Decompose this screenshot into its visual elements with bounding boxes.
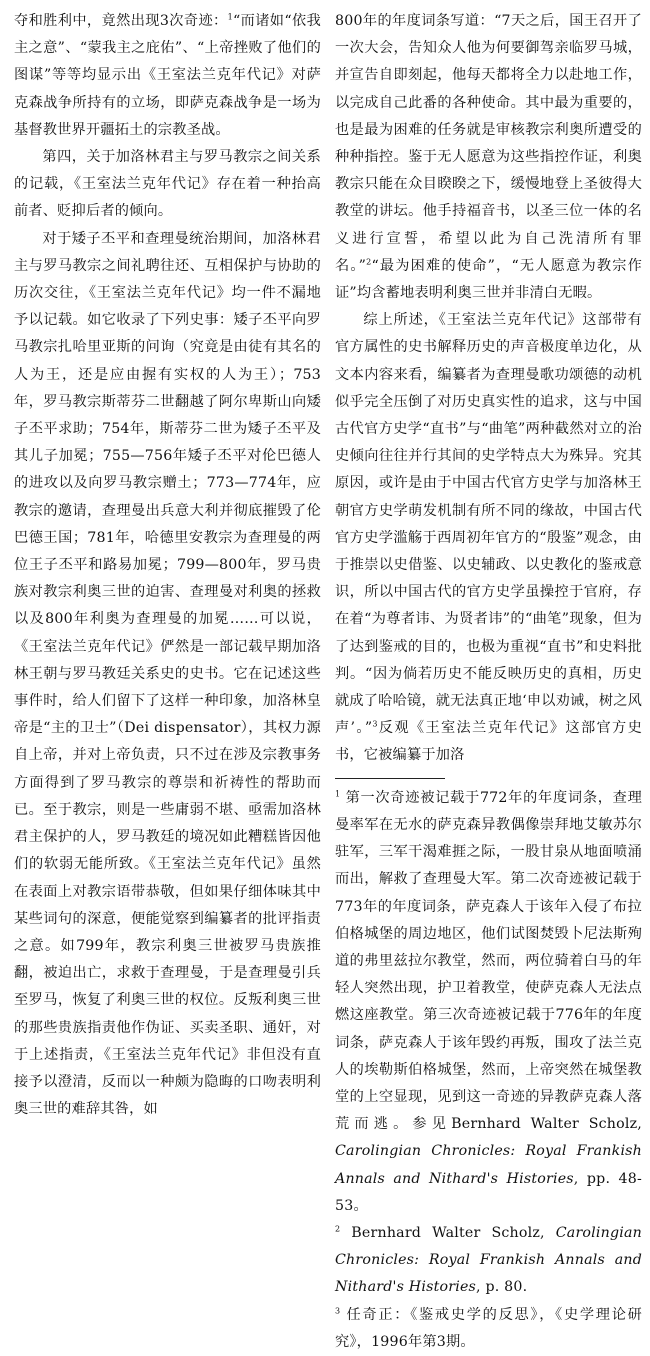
- paragraph-5: [335, 307, 642, 769]
- footnote-2: [335, 1220, 642, 1302]
- paragraph-text: 综上所述，《王室法兰克年代记》这部带有官方属性的史书解释历史的声音极度单边化，从文本内容来看，编纂者为查理曼歌功颂德的动机似乎完全压倒了对历史真实性的追求，这与中国古代官方史学“直书”与“曲笔”两种截然对立的治史倾向往往并行其间的史学特点大为殊异。究其原因，或许是由于中国古代官方史学与加洛林王朝官方史学萌发机制有所不同的缘故，中国古代官方史学滥觞于西周初年官方的“殷鉴”观念，由于推崇以史借鉴、以史辅政、以史教化的鉴戒意识，所以中国古代的官方史学虽操控于官府，存在着“为尊者讳、为贤者讳”的“曲笔”现象，但为了达到鉴戒的目的，也极为重视“直书”和史料批判。“因为倘若历史不能反映历史的真相，历史就成了哈哈镜，就无法真正地‘申以劝诫，树之风声’。”: [335, 312, 642, 737]
- right-column: [335, 8, 643, 1350]
- footnote-3: [335, 1302, 642, 1356]
- footnote-ref-1[interactable]: 1: [227, 12, 233, 22]
- footnote-ref-3[interactable]: 3: [372, 719, 378, 729]
- footnote-ref-2[interactable]: 2: [366, 257, 372, 267]
- paragraph-text-cont: 反观《王室法兰克年代记》这部官方史书，它被编纂于加洛: [335, 720, 642, 764]
- paragraph-text-cont: “最为困难的使命”，“无人愿意为教宗作证”均含蓄地表明利奥三世并非清白无暇。: [335, 257, 642, 302]
- footnote-1: [335, 785, 642, 1220]
- footnote-divider: [335, 778, 445, 779]
- paragraph-4: [335, 8, 642, 307]
- paragraph-text-cont: “而诸如“依我主之意”、“蒙我主之庇佑”、“上帝挫败了他们的图谋”等等均显示出《王室法兰克年代记》对萨克森战争所持有的立场，即萨克森战争是一场为基督教世界开疆拓土的宗教圣战。: [14, 13, 321, 138]
- paragraph-text: 800年的年度词条写道：“7天之后，国王召开了一次大会，告知众人他为何要御驾亲临罗马城，并宣告自即刻起，他每天都将全力以赴地工作，以完成自己此番的各种使命。其中最为重要的，也是最为困难的任务就是审核教宗利奥所遭受的种种指控。鉴于无人愿意为这些指控作证，利奥教宗只能在众目睽睽之下，缓慢地登上圣彼得大教堂的讲坛。他手持福音书，以圣三位一体的名义进行宣誓，希望以此为自己洗清所有罪名。”: [335, 13, 642, 274]
- paragraph-3: 对于矮子丕平和查理曼统治期间，加洛林君主与罗马教宗之间礼聘往还、互相保护与协助的历次交往，《王室法兰克年代记》均一件不漏地予以记载。如它收录了下列史事：矮子丕平向罗马教宗扎哈里亚斯的问询（究竟是由徒有其名的人为王，还是应由握有实权的人为王）；753年，罗马教宗斯蒂芬二世翻越了阿尔卑斯山向矮子丕平求助；754年，斯蒂芬二世为矮子丕平及其儿子加冕；755—756年矮子丕平对伦巴德人的进攻以及向罗马教宗赠土；773—774年，应教宗的邀请，查理曼出兵意大利并彻底摧毁了伦巴德王国；781年，哈德里安教宗为查理曼的两位王子丕平和路易加冕；799—800年，罗马贵族对教宗利奥三世的迫害、查理曼对利奥的拯救以及800年利奥为查理曼的加冕……可以说，《王室法兰克年代记》俨然是一部记载早期加洛林王朝与罗马教廷关系史的史书。它在记述这些事件时，给人们留下了这样一种印象，加洛林皇帝是“主的卫士”（Dei dispensator），其权力源自上帝，并对上帝负责，只不过在涉及宗教事务方面得到了罗马教宗的尊崇和祈祷性的帮助而已。至于教宗，则是一些庸弱不堪、亟需加洛林君主保护的人，罗马教廷的境况如此糟糕皆因他们的软弱无能所致。《王室法兰克年代记》虽然在表面上对教宗语带恭敬，但如果仔细体味其中某些词句的深意，便能觉察到编纂者的批评指责之意。如799年，教宗利奥三世被罗马贵族推翻，被迫出亡，求救于查理曼，于是查理曼引兵至罗马，恢复了利奥三世的权位。反叛利奥三世的那些贵族指责他作伪证、买卖圣职、通奸，对于上述指责，《王室法兰克年代记》非但没有直接予以澄清，反而以一种颇为隐晦的口吻表明利奥三世的难辞其咎，如: [14, 230, 321, 1118]
- footnotes: [335, 785, 642, 1356]
- paragraph-text: 夺和胜利中，竟然出现3次奇迹：: [14, 13, 228, 29]
- footnote-tail: , pp. 48-53。: [335, 1170, 642, 1214]
- footnote-tail: , p. 80.: [476, 1279, 528, 1296]
- footnote-number: 2: [335, 1224, 341, 1234]
- footnote-title: Carolingian Chronicles: Royal Frankish Annals and Nithard's Histories: [335, 1224, 642, 1296]
- footnote-title: Carolingian Chronicles: Royal Frankish Annals and Nithard's Histories: [335, 1143, 642, 1187]
- footnote-number: 3: [335, 1305, 341, 1315]
- footnote-text: 第一次奇迹被记载于772年的年度词条，查理曼率军在无水的萨克森异教偶像崇拜地艾敏苏尔驻军，三军干渴难捱之际，一股甘泉从地面喷涌而出，解救了查理曼大军。第二次奇迹被记载于773年的年度词条，萨克森人于该年入侵了布拉伯格城堡的周边地区，他们试图焚毁卜尼法斯殉道的弗里兹拉尔教堂，然而，两位骑着白马的年轻人突然出现，护卫着教堂，使萨克森人无法点燃这座教堂。第三次奇迹被记载于776年的年度词条，萨克森人于该年毁约再叛，围攻了法兰克人的埃勒斯伯格城堡，然而，上帝突然在城堡教堂的上空显现，见到这一奇迹的异教萨克森人落荒而逃。参见Bernhard Walter Scholz,: [335, 789, 643, 1133]
- footnote-number: 1: [335, 788, 341, 798]
- paragraph-1: [14, 8, 321, 144]
- left-column: [14, 8, 321, 1118]
- footnote-text: Bernhard Walter Scholz,: [351, 1224, 556, 1241]
- footnote-text: 任奇正：《鉴戒史学的反思》，《史学理论研究》，1996年第3期。: [335, 1306, 643, 1350]
- paragraph-2: 第四，关于加洛林君主与罗马教宗之间关系的记载，《王室法兰克年代记》存在着一种抬高前者、贬抑后者的倾向。: [14, 149, 321, 220]
